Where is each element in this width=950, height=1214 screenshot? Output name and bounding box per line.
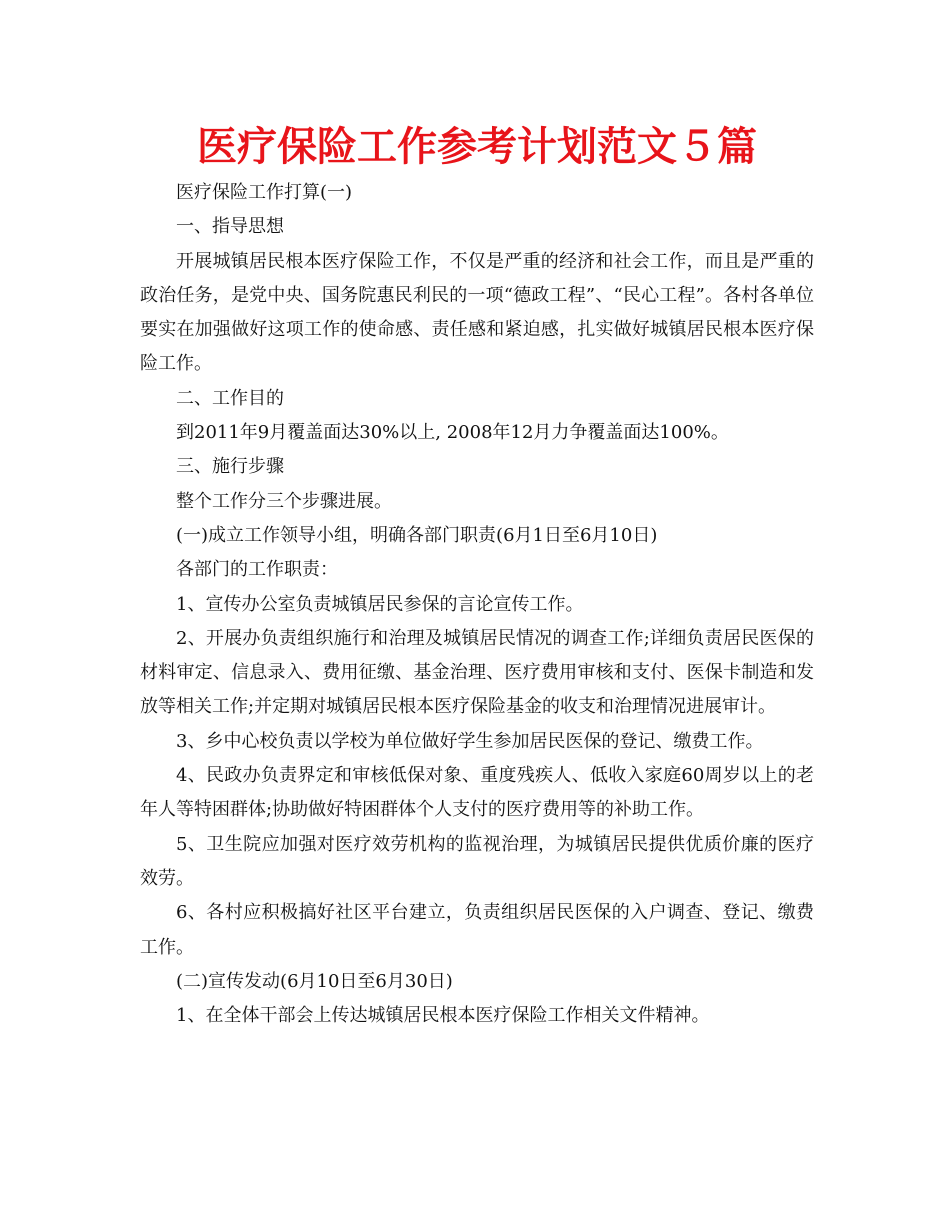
paragraph-duties-intro: 各部门的工作职责： xyxy=(176,559,338,581)
paragraph-goal: 到2011年9月覆盖面达30%以上, 2008年12月力争覆盖面达100%。 xyxy=(176,422,729,444)
paragraph-step-two: (二)宣传发动(6月10日至6月30日) xyxy=(176,970,453,992)
paragraph-guiding-thought: 开展城镇居民根本医疗保险工作，不仅是严重的经济和社会工作，而且是严重的政治任务，是党中央、国务院惠民利民的一项“德政工程”、“民心工程”。各村各单位要实在加强做好这项工作的使命感、责任感和紧迫感，扎实做好城镇居民根本医疗保险工作。 xyxy=(140,250,814,375)
paragraph-steps-intro: 整个工作分三个步骤进展。 xyxy=(176,490,392,512)
paragraph-duty-3: 3、乡中心校负责以学校为单位做好学生参加居民医保的登记、缴费工作。 xyxy=(176,730,764,752)
paragraph-duty-4: 4、民政办负责界定和审核低保对象、重度残疾人、低收入家庭60周岁以上的老年人等特困群体;协助做好特困群体个人支付的医疗费用等的补助工作。 xyxy=(140,765,814,821)
paragraph-step-two-item-1: 1、在全体干部会上传达城镇居民根本医疗保险工作相关文件精神。 xyxy=(176,1005,710,1027)
paragraph-duty-1: 1、宣传办公室负责城镇居民参保的言论宣传工作。 xyxy=(176,593,584,615)
paragraph-duty-5: 5、卫生院应加强对医疗效劳机构的监视治理，为城镇居民提供优质价廉的医疗效劳。 xyxy=(140,833,814,889)
paragraph-subtitle: 医疗保险工作打算(一) xyxy=(176,182,353,203)
document-body xyxy=(140,176,814,1033)
document-title: 医疗保险工作参考计划范文５篇 xyxy=(197,124,757,170)
paragraph-duty-6: 6、各村应积极搞好社区平台建立，负责组织居民医保的入户调查、登记、缴费工作。 xyxy=(140,902,814,958)
paragraph-duty-2: 2、开展办负责组织施行和治理及城镇居民情况的调查工作;详细负责居民医保的材料审定、信息录入、费用征缴、基金治理、医疗费用审核和支付、医保卡制造和发放等相关工作;并定期对城镇居民根本医疗保险基金的收支和治理情况进展审计。 xyxy=(140,627,814,718)
paragraph-heading-steps: 三、施行步骤 xyxy=(176,456,284,478)
document-page xyxy=(140,118,814,1033)
paragraph-heading-guiding-thought: 一、指导思想 xyxy=(176,216,284,238)
paragraph-heading-goal: 二、工作目的 xyxy=(176,387,284,409)
paragraph-step-one: (一)成立工作领导小组，明确各部门职责(6月1日至6月10日) xyxy=(176,524,658,546)
